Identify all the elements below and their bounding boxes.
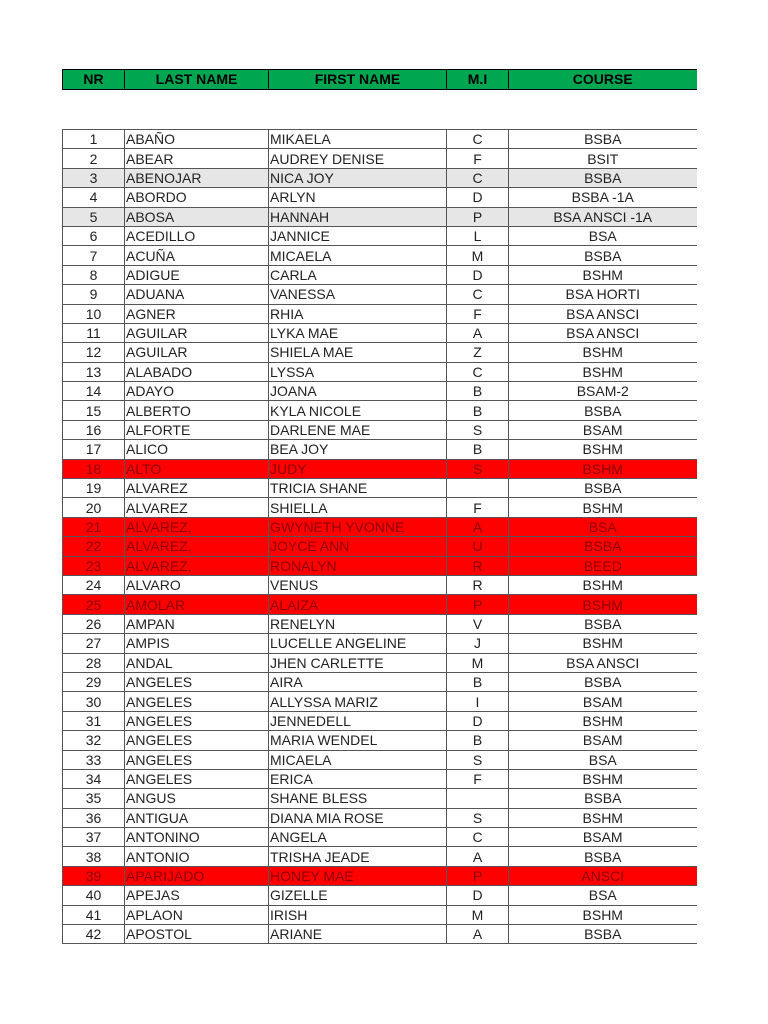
cell-first-name[interactable]: SHIELA MAE <box>269 343 447 362</box>
cell-nr[interactable]: 9 <box>63 285 125 304</box>
cell-nr[interactable]: 18 <box>63 459 125 478</box>
cell-mi[interactable]: S <box>447 750 509 769</box>
cell-last-name[interactable]: ALVAREZ, <box>125 537 269 556</box>
cell-first-name[interactable]: CARLA <box>269 265 447 284</box>
table-row[interactable] <box>63 828 697 847</box>
cell-last-name[interactable]: ANGUS <box>125 789 269 808</box>
cell-nr[interactable]: 3 <box>63 168 125 187</box>
cell-nr[interactable]: 31 <box>63 711 125 730</box>
cell-last-name[interactable]: APARIJADO <box>125 866 269 885</box>
cell-course[interactable]: BSBA <box>509 847 697 866</box>
cell-first-name[interactable]: BEA JOY <box>269 440 447 459</box>
cell-last-name[interactable]: APOSTOL <box>125 925 269 944</box>
cell-nr[interactable]: 16 <box>63 420 125 439</box>
cell-nr[interactable]: 24 <box>63 575 125 594</box>
cell-first-name[interactable]: RONALYN <box>269 556 447 575</box>
cell-first-name[interactable]: LUCELLE ANGELINE <box>269 634 447 653</box>
cell-first-name[interactable]: GWYNETH YVONNE <box>269 517 447 536</box>
cell-mi[interactable]: S <box>447 420 509 439</box>
header-last-name[interactable]: LAST NAME <box>125 70 269 90</box>
cell-nr[interactable]: 19 <box>63 479 125 498</box>
cell-first-name[interactable]: RENELYN <box>269 614 447 633</box>
blank-row-gap <box>62 90 696 129</box>
cell-first-name[interactable]: VENUS <box>269 575 447 594</box>
cell-course[interactable]: BSBA <box>509 246 697 265</box>
cell-mi[interactable]: R <box>447 575 509 594</box>
cell-course[interactable]: BSAM-2 <box>509 382 697 401</box>
cell-first-name[interactable]: LYSSA <box>269 362 447 381</box>
table-row[interactable] <box>63 672 697 691</box>
cell-first-name[interactable]: HANNAH <box>269 207 447 226</box>
table-row[interactable] <box>63 711 697 730</box>
table-row[interactable] <box>63 731 697 750</box>
cell-mi[interactable]: F <box>447 769 509 788</box>
table-row[interactable] <box>63 886 697 905</box>
cell-nr[interactable]: 7 <box>63 246 125 265</box>
table-row[interactable] <box>63 750 697 769</box>
cell-course[interactable]: BSHM <box>509 575 697 594</box>
cell-last-name[interactable]: ADUANA <box>125 285 269 304</box>
cell-first-name[interactable]: ANGELA <box>269 828 447 847</box>
table-row[interactable] <box>63 692 697 711</box>
cell-mi[interactable]: C <box>447 362 509 381</box>
cell-course[interactable]: BSHM <box>509 362 697 381</box>
cell-course[interactable]: BSHM <box>509 440 697 459</box>
cell-mi[interactable]: B <box>447 672 509 691</box>
cell-nr[interactable]: 35 <box>63 789 125 808</box>
table-row[interactable] <box>63 188 697 207</box>
cell-course[interactable]: BSA <box>509 886 697 905</box>
cell-mi[interactable] <box>447 479 509 498</box>
cell-first-name[interactable]: JANNICE <box>269 226 447 245</box>
cell-course[interactable]: BSHM <box>509 769 697 788</box>
header-first-name[interactable]: FIRST NAME <box>269 70 447 90</box>
cell-nr[interactable]: 20 <box>63 498 125 517</box>
cell-mi[interactable]: B <box>447 382 509 401</box>
cell-first-name[interactable]: MARIA WENDEL <box>269 731 447 750</box>
cell-mi[interactable]: L <box>447 226 509 245</box>
cell-course[interactable]: BSHM <box>509 905 697 924</box>
spreadsheet <box>62 69 696 944</box>
cell-first-name[interactable]: MICAELA <box>269 750 447 769</box>
cell-nr[interactable]: 1 <box>63 130 125 149</box>
cell-last-name[interactable]: ABORDO <box>125 188 269 207</box>
table-row[interactable] <box>63 517 697 536</box>
cell-course[interactable]: BSA <box>509 750 697 769</box>
cell-last-name[interactable]: ANTONIO <box>125 847 269 866</box>
cell-first-name[interactable]: DIANA MIA ROSE <box>269 808 447 827</box>
cell-nr[interactable]: 8 <box>63 265 125 284</box>
table-row[interactable] <box>63 323 697 342</box>
cell-last-name[interactable]: ALVAREZ <box>125 479 269 498</box>
cell-last-name[interactable]: ALVAREZ, <box>125 517 269 536</box>
cell-course[interactable]: BSAM <box>509 828 697 847</box>
cell-first-name[interactable]: JENNEDELL <box>269 711 447 730</box>
cell-course[interactable]: BSBA <box>509 479 697 498</box>
cell-mi[interactable]: I <box>447 692 509 711</box>
cell-last-name[interactable]: ABAÑO <box>125 130 269 149</box>
table-row[interactable] <box>63 440 697 459</box>
cell-course[interactable]: BSBA <box>509 789 697 808</box>
table-row[interactable] <box>63 866 697 885</box>
cell-mi[interactable]: U <box>447 537 509 556</box>
cell-last-name[interactable]: ACEDILLO <box>125 226 269 245</box>
table-row[interactable] <box>63 420 697 439</box>
cell-nr[interactable]: 5 <box>63 207 125 226</box>
cell-course[interactable]: ANSCI <box>509 866 697 885</box>
cell-course[interactable]: BSA HORTI <box>509 285 697 304</box>
cell-mi[interactable]: C <box>447 828 509 847</box>
cell-mi[interactable]: D <box>447 886 509 905</box>
cell-last-name[interactable]: AGNER <box>125 304 269 323</box>
cell-nr[interactable]: 39 <box>63 866 125 885</box>
cell-mi[interactable]: B <box>447 440 509 459</box>
cell-last-name[interactable]: ADIGUE <box>125 265 269 284</box>
cell-course[interactable]: BEED <box>509 556 697 575</box>
cell-last-name[interactable]: ANGELES <box>125 692 269 711</box>
table-row[interactable] <box>63 246 697 265</box>
cell-last-name[interactable]: ANGELES <box>125 731 269 750</box>
cell-nr[interactable]: 32 <box>63 731 125 750</box>
cell-nr[interactable]: 36 <box>63 808 125 827</box>
cell-mi[interactable]: A <box>447 847 509 866</box>
cell-last-name[interactable]: ANGELES <box>125 711 269 730</box>
cell-mi[interactable]: F <box>447 149 509 168</box>
cell-mi[interactable]: P <box>447 866 509 885</box>
cell-nr[interactable]: 26 <box>63 614 125 633</box>
table-row[interactable] <box>63 207 697 226</box>
cell-first-name[interactable]: MIKAELA <box>269 130 447 149</box>
cell-mi[interactable]: R <box>447 556 509 575</box>
cell-mi[interactable]: P <box>447 595 509 614</box>
cell-last-name[interactable]: APLAON <box>125 905 269 924</box>
table-row[interactable] <box>63 265 697 284</box>
cell-mi[interactable]: D <box>447 265 509 284</box>
table-row[interactable] <box>63 789 697 808</box>
table-row[interactable] <box>63 459 697 478</box>
cell-first-name[interactable]: VANESSA <box>269 285 447 304</box>
cell-course[interactable]: BSA ANSCI -1A <box>509 207 697 226</box>
cell-last-name[interactable]: AGUILAR <box>125 343 269 362</box>
table-row[interactable] <box>63 149 697 168</box>
cell-last-name[interactable]: ANGELES <box>125 769 269 788</box>
cell-mi[interactable] <box>447 789 509 808</box>
table-row[interactable] <box>63 653 697 672</box>
cell-course[interactable]: BSBA -1A <box>509 188 697 207</box>
cell-course[interactable]: BSA ANSCI <box>509 304 697 323</box>
cell-last-name[interactable]: ABOSA <box>125 207 269 226</box>
table-row[interactable] <box>63 401 697 420</box>
cell-first-name[interactable]: SHIELLA <box>269 498 447 517</box>
cell-nr[interactable]: 13 <box>63 362 125 381</box>
cell-course[interactable]: BSHM <box>509 595 697 614</box>
table-row[interactable] <box>63 168 697 187</box>
cell-first-name[interactable]: AUDREY DENISE <box>269 149 447 168</box>
cell-course[interactable]: BSBA <box>509 401 697 420</box>
cell-course[interactable]: BSHM <box>509 343 697 362</box>
cell-nr[interactable]: 40 <box>63 886 125 905</box>
cell-first-name[interactable]: SHANE BLESS <box>269 789 447 808</box>
cell-first-name[interactable]: JOANA <box>269 382 447 401</box>
table-row[interactable] <box>63 479 697 498</box>
cell-last-name[interactable]: ACUÑA <box>125 246 269 265</box>
cell-mi[interactable]: F <box>447 498 509 517</box>
cell-nr[interactable]: 30 <box>63 692 125 711</box>
table-row[interactable] <box>63 382 697 401</box>
cell-nr[interactable]: 38 <box>63 847 125 866</box>
cell-nr[interactable]: 17 <box>63 440 125 459</box>
cell-nr[interactable]: 10 <box>63 304 125 323</box>
cell-nr[interactable]: 33 <box>63 750 125 769</box>
cell-nr[interactable]: 21 <box>63 517 125 536</box>
header-mi[interactable]: M.I <box>447 70 509 90</box>
cell-mi[interactable]: Z <box>447 343 509 362</box>
cell-mi[interactable]: S <box>447 459 509 478</box>
cell-mi[interactable]: B <box>447 731 509 750</box>
cell-course[interactable]: BSHM <box>509 459 697 478</box>
cell-first-name[interactable]: AIRA <box>269 672 447 691</box>
cell-first-name[interactable]: ALAIZA <box>269 595 447 614</box>
cell-nr[interactable]: 6 <box>63 226 125 245</box>
table-row[interactable] <box>63 556 697 575</box>
cell-last-name[interactable]: ABEAR <box>125 149 269 168</box>
cell-nr[interactable]: 23 <box>63 556 125 575</box>
header-nr[interactable]: NR <box>63 70 125 90</box>
cell-course[interactable]: BSAM <box>509 731 697 750</box>
cell-mi[interactable]: F <box>447 304 509 323</box>
cell-nr[interactable]: 25 <box>63 595 125 614</box>
cell-first-name[interactable]: ARLYN <box>269 188 447 207</box>
cell-mi[interactable]: M <box>447 653 509 672</box>
cell-first-name[interactable]: ALLYSSA MARIZ <box>269 692 447 711</box>
table-row[interactable] <box>63 769 697 788</box>
cell-first-name[interactable]: JHEN CARLETTE <box>269 653 447 672</box>
cell-mi[interactable]: A <box>447 323 509 342</box>
cell-nr[interactable]: 29 <box>63 672 125 691</box>
cell-course[interactable]: BSA ANSCI <box>509 323 697 342</box>
cell-nr[interactable]: 12 <box>63 343 125 362</box>
table-row[interactable] <box>63 537 697 556</box>
table-row[interactable] <box>63 847 697 866</box>
cell-course[interactable]: BSBA <box>509 672 697 691</box>
cell-course[interactable]: BSAM <box>509 692 697 711</box>
cell-mi[interactable]: C <box>447 130 509 149</box>
cell-course[interactable]: BSBA <box>509 537 697 556</box>
cell-course[interactable]: BSBA <box>509 168 697 187</box>
cell-first-name[interactable]: IRISH <box>269 905 447 924</box>
table-row[interactable] <box>63 285 697 304</box>
cell-last-name[interactable]: ALVAREZ <box>125 498 269 517</box>
cell-course[interactable]: BSHM <box>509 498 697 517</box>
cell-last-name[interactable]: APEJAS <box>125 886 269 905</box>
cell-mi[interactable]: C <box>447 285 509 304</box>
cell-nr[interactable]: 42 <box>63 925 125 944</box>
table-row[interactable] <box>63 498 697 517</box>
cell-course[interactable]: BSAM <box>509 420 697 439</box>
cell-mi[interactable]: A <box>447 925 509 944</box>
cell-first-name[interactable]: JOYCE ANN <box>269 537 447 556</box>
cell-last-name[interactable]: ALBERTO <box>125 401 269 420</box>
table-row[interactable] <box>63 634 697 653</box>
cell-nr[interactable]: 27 <box>63 634 125 653</box>
cell-last-name[interactable]: ANTIGUA <box>125 808 269 827</box>
header-table <box>62 69 697 90</box>
cell-first-name[interactable]: HONEY MAE <box>269 866 447 885</box>
cell-course[interactable]: BSIT <box>509 149 697 168</box>
table-row[interactable] <box>63 808 697 827</box>
table-row[interactable] <box>63 905 697 924</box>
cell-mi[interactable]: D <box>447 711 509 730</box>
cell-mi[interactable]: M <box>447 246 509 265</box>
table-row[interactable] <box>63 343 697 362</box>
cell-last-name[interactable]: ABENOJAR <box>125 168 269 187</box>
cell-mi[interactable]: S <box>447 808 509 827</box>
cell-course[interactable]: BSHM <box>509 634 697 653</box>
cell-mi[interactable]: C <box>447 168 509 187</box>
cell-last-name[interactable]: ALICO <box>125 440 269 459</box>
cell-first-name[interactable]: TRISHA JEADE <box>269 847 447 866</box>
cell-mi[interactable]: M <box>447 905 509 924</box>
cell-last-name[interactable]: AMOLAR <box>125 595 269 614</box>
cell-nr[interactable]: 28 <box>63 653 125 672</box>
table-row[interactable] <box>63 226 697 245</box>
header-course[interactable]: COURSE <box>509 70 697 90</box>
cell-nr[interactable]: 41 <box>63 905 125 924</box>
cell-mi[interactable]: D <box>447 188 509 207</box>
cell-mi[interactable]: V <box>447 614 509 633</box>
cell-last-name[interactable]: ALVARO <box>125 575 269 594</box>
header-row <box>63 70 697 90</box>
cell-course[interactable]: BSA <box>509 517 697 536</box>
cell-nr[interactable]: 15 <box>63 401 125 420</box>
cell-last-name[interactable]: ALTO <box>125 459 269 478</box>
student-table-body <box>63 130 697 944</box>
table-row[interactable] <box>63 362 697 381</box>
cell-mi[interactable]: B <box>447 401 509 420</box>
cell-course[interactable]: BSA ANSCI <box>509 653 697 672</box>
cell-last-name[interactable]: ANDAL <box>125 653 269 672</box>
cell-course[interactable]: BSHM <box>509 265 697 284</box>
cell-last-name[interactable]: ANTONINO <box>125 828 269 847</box>
cell-course[interactable]: BSHM <box>509 808 697 827</box>
table-row[interactable] <box>63 130 697 149</box>
cell-last-name[interactable]: AMPAN <box>125 614 269 633</box>
cell-first-name[interactable]: DARLENE MAE <box>269 420 447 439</box>
cell-first-name[interactable]: ARIANE <box>269 925 447 944</box>
cell-last-name[interactable]: ADAYO <box>125 382 269 401</box>
table-row[interactable] <box>63 304 697 323</box>
cell-course[interactable]: BSBA <box>509 614 697 633</box>
cell-course[interactable]: BSHM <box>509 711 697 730</box>
cell-nr[interactable]: 4 <box>63 188 125 207</box>
table-row[interactable] <box>63 925 697 944</box>
cell-mi[interactable]: P <box>447 207 509 226</box>
cell-first-name[interactable]: GIZELLE <box>269 886 447 905</box>
table-row[interactable] <box>63 575 697 594</box>
cell-last-name[interactable]: ANGELES <box>125 672 269 691</box>
cell-last-name[interactable]: ALABADO <box>125 362 269 381</box>
cell-first-name[interactable]: RHIA <box>269 304 447 323</box>
cell-course[interactable]: BSBA <box>509 925 697 944</box>
cell-nr[interactable]: 2 <box>63 149 125 168</box>
cell-last-name[interactable]: AGUILAR <box>125 323 269 342</box>
cell-first-name[interactable]: NICA JOY <box>269 168 447 187</box>
cell-nr[interactable]: 11 <box>63 323 125 342</box>
table-row[interactable] <box>63 595 697 614</box>
cell-first-name[interactable]: MICAELA <box>269 246 447 265</box>
cell-first-name[interactable]: JUDY <box>269 459 447 478</box>
student-table <box>62 129 697 944</box>
cell-last-name[interactable]: AMPIS <box>125 634 269 653</box>
cell-nr[interactable]: 14 <box>63 382 125 401</box>
cell-first-name[interactable]: ERICA <box>269 769 447 788</box>
cell-nr[interactable]: 37 <box>63 828 125 847</box>
cell-mi[interactable]: A <box>447 517 509 536</box>
cell-mi[interactable]: J <box>447 634 509 653</box>
cell-nr[interactable]: 22 <box>63 537 125 556</box>
cell-first-name[interactable]: TRICIA SHANE <box>269 479 447 498</box>
table-row[interactable] <box>63 614 697 633</box>
cell-course[interactable]: BSBA <box>509 130 697 149</box>
cell-course[interactable]: BSA <box>509 226 697 245</box>
cell-nr[interactable]: 34 <box>63 769 125 788</box>
cell-last-name[interactable]: ALFORTE <box>125 420 269 439</box>
cell-first-name[interactable]: LYKA MAE <box>269 323 447 342</box>
cell-first-name[interactable]: KYLA NICOLE <box>269 401 447 420</box>
cell-last-name[interactable]: ALVAREZ, <box>125 556 269 575</box>
cell-last-name[interactable]: ANGELES <box>125 750 269 769</box>
